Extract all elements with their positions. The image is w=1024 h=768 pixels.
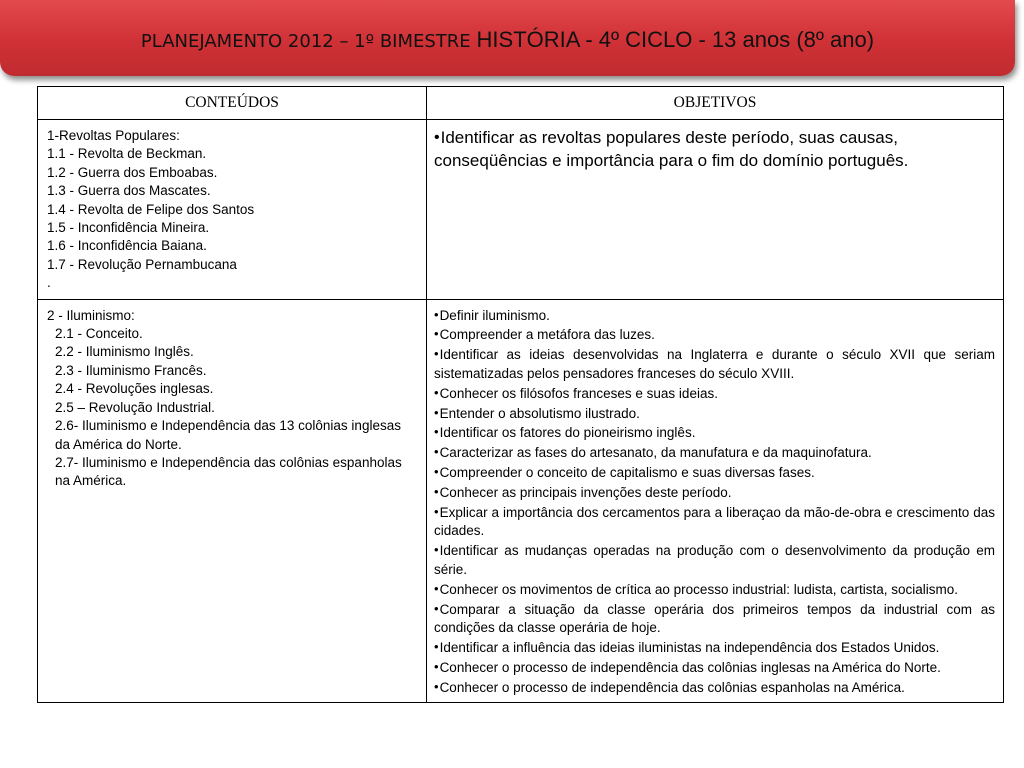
- objective-item: [434, 345, 995, 384]
- bullet-icon: •: [434, 306, 439, 322]
- bullet-icon: •: [434, 384, 439, 400]
- objective-text: Caracterizar as fases do artesanato, da manufatura e da maquinofatura.: [439, 445, 872, 461]
- objectives-cell: [427, 120, 1004, 300]
- objective-text: Identificar as ideias desenvolvidas na Inglaterra e durante o século XVII que seriam sistematizadas pelos pensadores franceses do século XVIII.: [434, 347, 995, 382]
- contents-cell: [38, 299, 427, 702]
- content-item: .: [47, 275, 51, 291]
- bullet-icon: •: [434, 580, 439, 596]
- objective-item: [434, 384, 995, 404]
- objective-text: Compreender o conceito de capitalismo e suas diversas fases.: [439, 465, 815, 481]
- objective-item: [434, 580, 995, 600]
- content-item: 1.6 - Inconfidência Baiana.: [47, 238, 207, 254]
- objective-item: [434, 325, 995, 345]
- objectives-cell: [427, 299, 1004, 702]
- bullet-icon: •: [434, 404, 439, 420]
- header-contents: CONTEÚDOS: [38, 87, 427, 120]
- bullet-icon: •: [434, 326, 439, 342]
- objective-item: [434, 658, 995, 678]
- planning-table: [37, 86, 1004, 703]
- objective-item: [434, 541, 995, 580]
- content-item: 2.4 - Revoluções inglesas.: [55, 381, 214, 397]
- objective-item: [434, 423, 995, 443]
- title-part-2: HISTÓRIA - 4º CICLO - 13 anos (8º ano): [476, 27, 875, 52]
- objective-text: Conhecer o processo de independência das colônias espanholas na América.: [439, 679, 905, 695]
- content-item: 2.6- Iluminismo e Independência das 13 colônias inglesas da América do Norte.: [55, 418, 401, 452]
- table-row: [38, 299, 1004, 702]
- objectives-list: [434, 306, 995, 698]
- bullet-icon: •: [434, 600, 439, 616]
- objectives-list: [434, 126, 995, 172]
- objective-text: Explicar a importância dos cercamentos para a liberaçao da mão-de-obra e crescimento das cidades.: [434, 504, 995, 539]
- bullet-icon: •: [434, 464, 439, 480]
- content-item: 1.5 - Inconfidência Mineira.: [47, 220, 210, 236]
- objective-item: [434, 503, 995, 542]
- table-header-row: [38, 87, 1004, 120]
- bullet-icon: •: [434, 678, 439, 694]
- bullet-icon: •: [434, 542, 439, 558]
- content-item: 1.4 - Revolta de Felipe dos Santos: [47, 201, 255, 217]
- objective-item: [434, 306, 995, 326]
- objective-text: Identificar as mudanças operadas na produção com o desenvolvimento da produção em série.: [434, 543, 995, 578]
- objective-item: [434, 483, 995, 503]
- objective-item: [434, 600, 995, 639]
- objective-text: Conhecer os filósofos franceses e suas ideias.: [439, 385, 718, 401]
- objective-text: Entender o absolutismo ilustrado.: [439, 405, 640, 421]
- slide-title: [141, 27, 874, 53]
- content-item: 1.7 - Revolução Pernambucana: [47, 256, 237, 272]
- content-item: 1-Revoltas Populares:: [47, 128, 180, 143]
- content-item: 2.3 - Iluminismo Francês.: [55, 362, 207, 378]
- table-row: [38, 120, 1004, 300]
- title-banner: [0, 0, 1015, 76]
- objective-text: Comparar a situação da classe operária dos primeiros tempos da industrial com as condições da classe operária de hoje.: [434, 601, 995, 636]
- objective-text: Definir iluminismo.: [439, 307, 550, 323]
- objective-text: Conhecer o processo de independência das colônias inglesas na América do Norte.: [439, 660, 941, 675]
- objective-text: Conhecer as principais invenções deste período.: [439, 484, 732, 500]
- bullet-icon: •: [434, 639, 439, 655]
- objective-item: [434, 443, 995, 463]
- bullet-icon: •: [434, 129, 440, 146]
- objective-text: Conhecer os movimentos de crítica ao processo industrial: ludista, cartista, socialismo.: [439, 581, 959, 597]
- objective-item: [434, 463, 995, 483]
- objective-text: Compreender a metáfora das luzes.: [439, 327, 655, 343]
- bullet-icon: •: [434, 659, 439, 674]
- title-part-1: PLANEJAMENTO 2012 – 1º BIMESTRE: [140, 31, 471, 52]
- objective-item: [434, 126, 995, 172]
- content-item: 1.3 - Guerra dos Mascates.: [47, 183, 211, 199]
- bullet-icon: •: [434, 483, 439, 499]
- contents-cell: [38, 120, 427, 300]
- objective-item: [434, 678, 995, 698]
- content-item: 2.2 - Iluminismo Inglês.: [55, 344, 194, 360]
- objective-text: Identificar os fatores do pioneirismo inglês.: [439, 425, 696, 441]
- content-item: 2.5 – Revolução Industrial.: [55, 399, 215, 415]
- bullet-icon: •: [434, 503, 439, 519]
- content-item: 2 - Iluminismo:: [47, 307, 135, 323]
- objective-text: Identificar a influência das ideias iluministas na independência dos Estados Unidos.: [439, 640, 940, 656]
- bullet-icon: •: [434, 444, 439, 460]
- bullet-icon: •: [434, 424, 439, 440]
- objective-item: [434, 638, 995, 658]
- objective-item: [434, 404, 995, 424]
- content-item: 2.7- Iluminismo e Independência das colônias espanholas na América.: [55, 454, 402, 489]
- content-item: 1.2 - Guerra dos Emboabas.: [47, 164, 218, 180]
- content-item: 1.1 - Revolta de Beckman.: [47, 146, 207, 162]
- header-objectives: OBJETIVOS: [427, 87, 1004, 120]
- table-body: [38, 120, 1004, 703]
- bullet-icon: •: [434, 346, 439, 362]
- objective-text: Identificar as revoltas populares deste período, suas causas, conseqüências e importância para o fim do domínio português.: [434, 128, 909, 170]
- content-item: 2.1 - Conceito.: [55, 326, 143, 342]
